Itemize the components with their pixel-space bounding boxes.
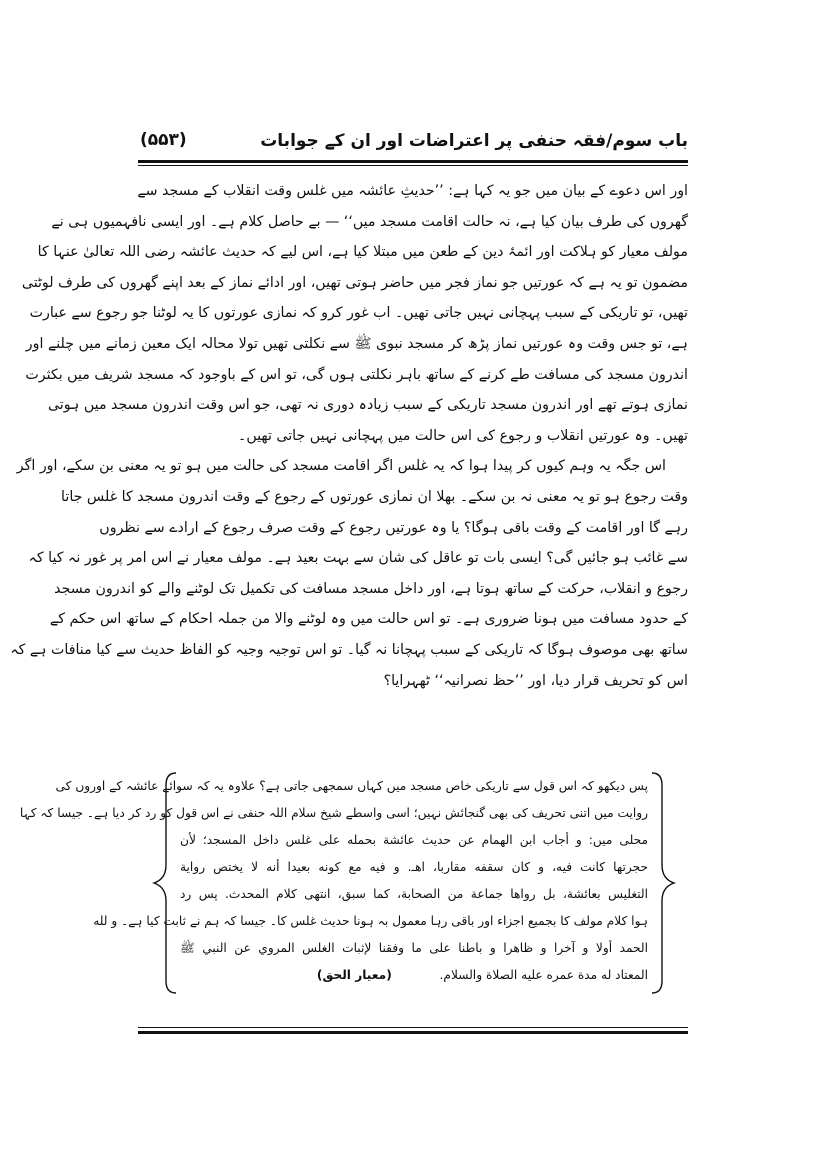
body-line: مضمون تو یہ ہے کہ عورتیں جو نماز فجر میں حاضر ہوتی تھیں، اور ادائے نماز کے بعد اپنے گھروں کی طرف لوٹتی [21, 274, 688, 291]
body-line: ساتھ بھی موصوف ہوگا کہ تاریکی کے سبب پہچانا نہ گیا۔ تو اس توجیہ وجیہ کو الفاظ حدیث سے کیا منافات ہے کہ [10, 641, 688, 658]
quotation-text [19, 773, 648, 989]
body-line: تھیں۔ وہ عورتیں انقلاب و رجوع کی اس حالت میں پہچانی نہیں جاتی تھیں۔ [238, 427, 688, 444]
page-number: (۵۵۳) [140, 130, 187, 150]
quote-line: حجرتها كانت فيه، و كان سقفه مقاربا، اهـ. و فيه مع كونه بعيدا أنه لا يختص رواية [180, 860, 648, 874]
body-line: مولف معیار کو ہلاکت اور ائمۂ دین کے طعن میں مبتلا کیا ہے، اس لیے کہ حدیث عائشہ رضی اللہ تعالیٰ عنہا کا [37, 244, 688, 261]
quote-last-line [180, 962, 648, 989]
page-header [138, 124, 688, 164]
footer-rule-thick [138, 1031, 688, 1034]
body-line: اس جگہ یہ وہم کیوں کر پیدا ہوا کہ یہ غلس اگر اقامت مسجد کی حالت میں ہو تو یہ معنی بن سکے، اور اگر [16, 458, 666, 475]
quote-source: (معیار الحق) [316, 968, 392, 982]
body-line: کے حدود مسافت میں ہونا ضروری ہے۔ تو اس حالت میں وہ لوٹنے والا من جملہ احکام کے ساتھ اس حکم کے [49, 611, 688, 628]
right-brace [652, 773, 674, 993]
body-line: رجوع و انقلاب، حرکت کے ساتھ ہوتا ہے، اور داخل مسجد مسافت کی تکمیل تک لوٹنے والے کو اندرون مسجد [54, 580, 688, 597]
body-line: اس کو تحریف قرار دیا، اور ’’حظ نصرانیہ‘‘ ٹھہرایا؟ [383, 672, 688, 689]
body-line: اور اس دعوے کے بیان میں جو یہ کہا ہے: ’’حدیثِ عائشہ میں غلس وقت انقلاب کے مسجد سے [137, 183, 688, 199]
quote-line: روایت میں اتنی تحریف کی بھی گنجائش نہیں؛ اسی واسطے شیخ سلام اللہ حنفی نے اس قول کو رد کر دیا ہے۔ جیسا کہ کہا [19, 806, 648, 820]
body-line: ہے، تو جس وقت وہ عورتیں نماز پڑھ کر مسجد نبوی ﷺ سے نکلتی تھیں تولا محالہ ایک معین زمانے میں چلنے اور [25, 335, 688, 352]
header-rule-thin [138, 165, 688, 166]
body-text [10, 176, 688, 696]
body-line: گھروں کی طرف بیان کیا ہے، نہ حالت اقامت مسجد میں‘‘ — بے حاصل کلام ہے۔ اور ایسی نافہمیوں ہی نے [51, 213, 688, 230]
body-line: وقت رجوع ہو تو یہ معنی نہ بن سکے۔ بھلا ان نمازی عورتوں کے رجوع کے وقت اندرون مسجد کا غلس جاتا [61, 488, 688, 505]
quote-line: المعتاد له مدة عمره عليه الصلاة والسلام. [439, 968, 648, 982]
body-line: نمازی ہوتے تھے اور اندرون مسجد تاریکی کے سبب زیادہ دوری نہ تھی، جو اس وقت اندرون مسجد میں ہوتی [47, 397, 688, 414]
quote-line: ہوا کلام مولف کا بجمیع اجزاء اور باقی رہا معمول بہ ہونا حدیث غلس کا۔ جیسا کہ ہم نے ثابت کیا ہے۔ و لله [93, 914, 648, 928]
quote-line: التغليس بعائشة، بل رواها جماعة من الصحابة، كما سبق، انتهى كلام المحدث. پس رد [180, 887, 648, 901]
footer-rule-thin [138, 1027, 688, 1028]
chapter-title: باب سوم/فقہ حنفی پر اعتراضات اور ان کے جوابات [260, 131, 688, 151]
body-line: رہے گا اور اقامت کے وقت باقی ہوگا؟ یا وہ عورتیں رجوع کے وقت صرف رجوع کے ارادے سے نظروں [99, 519, 688, 536]
body-line: سے غائب ہو جائیں گی؟ ایسی بات تو عاقل کی شان سے بہت بعید ہے۔ مولف معیار نے اس امر پر غور نہ کیا کہ [28, 550, 688, 567]
body-line: اندرون مسجد کی مسافت طے کرنے کے ساتھ باہر نکلتی ہوں گی، تو اس کے باوجود کہ مسجد شریف میں بکثرت [25, 366, 688, 383]
header-rule-thick [138, 160, 688, 163]
quote-line: محلی میں: و أجاب ابن الهمام عن حديث عائشة بحمله على غلس داخل المسجد؛ لأن [180, 833, 648, 847]
quote-line: پس دیکھو کہ اس قول سے تاریکی خاص مسجد میں کہاں سمجھی جاتی ہے؟ علاوہ یہ کہ سوائے عائشہ کے اوروں کی [55, 779, 648, 793]
quotation-box [19, 769, 676, 997]
quote-line: الحمد أولا و آخرا و ظاهرا و باطنا على ما وفقنا لإثبات الغلس المروي عن النبي ﷺ [180, 941, 648, 955]
body-line: تھیں، تو تاریکی کے سبب پہچانی نہیں جاتی تھیں۔ اب غور کرو کہ نمازی عورتوں کا یہ لوٹنا جو رجوع سے عبارت [29, 305, 688, 322]
